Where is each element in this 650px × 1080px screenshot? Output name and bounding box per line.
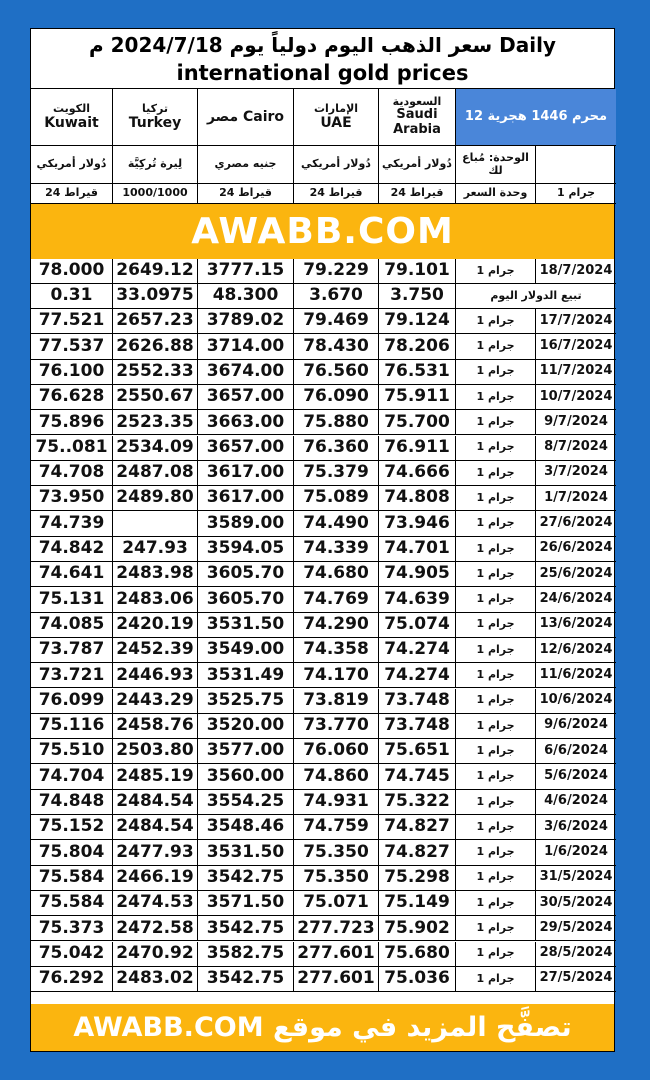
row-egypt-cell: 3714.00 [198,334,294,359]
row-saudi-cell: 74.808 [379,486,456,511]
row-saudi-cell: 75.902 [379,916,456,941]
row-uae-cell: 74.290 [294,613,379,638]
row-gram-cell: 1 جرام [456,790,536,815]
row-kuwait-cell: 75.152 [31,815,113,840]
row-uae-cell: 74.769 [294,587,379,612]
row-gram-cell: 1 جرام [456,259,536,284]
row-saudi-cell: 73.748 [379,714,456,739]
row-kuwait-cell: 77.521 [31,309,113,334]
row-gram-cell: 1 جرام [456,714,536,739]
row-date-cell: 6/6/2024 [536,739,616,764]
hijri-date: 12 محرم 1446 هجرية [456,89,616,146]
gram-label: 1 جرام [536,184,616,204]
row-egypt-cell: 3663.00 [198,410,294,435]
row-egypt-cell: 3617.00 [198,461,294,486]
row-egypt-cell: 3531.50 [198,613,294,638]
row-kuwait-cell: 75.042 [31,942,113,967]
row-egypt-cell: 3577.00 [198,739,294,764]
row-date-cell: 8/7/2024 [536,436,616,461]
unit-kuwait: دُولار أمريكي [31,146,113,184]
row-date-cell: 10/6/2024 [536,689,616,714]
row-gram-cell: 1 جرام [456,562,536,587]
row-egypt-cell: 3525.75 [198,689,294,714]
row-saudi-cell: 75.036 [379,967,456,992]
row-egypt-cell: 3589.00 [198,511,294,536]
dollar-saudi: 3.750 [379,284,456,309]
row-turkey-cell: 2470.92 [113,942,198,967]
row-kuwait-cell: 75.804 [31,840,113,865]
row-uae-cell: 73.770 [294,714,379,739]
row-gram-cell: 1 جرام [456,942,536,967]
row-kuwait-cell: 75.510 [31,739,113,764]
row-uae-cell: 78.430 [294,334,379,359]
row-egypt-cell: 3531.50 [198,840,294,865]
row-saudi-cell: 76.911 [379,436,456,461]
title-line-2: international gold prices [176,61,469,85]
row-date-cell: 18/7/2024 [536,259,616,284]
row-turkey-cell: 2474.53 [113,891,198,916]
row-saudi-cell: 75.651 [379,739,456,764]
row-gram-cell: 1 جرام [456,739,536,764]
row-saudi-cell: 75.700 [379,410,456,435]
row-turkey-cell: 2483.02 [113,967,198,992]
row-saudi-cell: 76.531 [379,360,456,385]
row-uae-cell: 75.880 [294,410,379,435]
row-saudi-cell: 75.298 [379,866,456,891]
unit-turkey: لِيرة تُركِيَّة [113,146,198,184]
dollar-uae: 3.670 [294,284,379,309]
row-turkey-cell: 2534.09 [113,436,198,461]
row-saudi-cell: 74.827 [379,815,456,840]
row-kuwait-cell: 73.787 [31,638,113,663]
dollar-turkey: 33.0975 [113,284,198,309]
unit-empty [536,146,616,184]
row-turkey-cell: 2649.12 [113,259,198,284]
row-date-cell: 27/6/2024 [536,511,616,536]
dollar-egypt: 48.300 [198,284,294,309]
row-kuwait-cell: 74.085 [31,613,113,638]
karat-turkey: 1000/1000 [113,184,198,204]
row-saudi-cell: 79.124 [379,309,456,334]
header-kuwait-ar: الكويت [53,101,90,115]
row-date-cell: 3/7/2024 [536,461,616,486]
row-date-cell: 3/6/2024 [536,815,616,840]
row-turkey-cell: 2523.35 [113,410,198,435]
row-uae-cell: 74.358 [294,638,379,663]
row-turkey-cell: 2626.88 [113,334,198,359]
row-kuwait-cell: 75.116 [31,714,113,739]
row-turkey-cell: 2487.08 [113,461,198,486]
row-saudi-cell: 79.101 [379,259,456,284]
row-turkey-cell: 2503.80 [113,739,198,764]
row-turkey-cell: 2550.67 [113,385,198,410]
row-kuwait-cell: 75.584 [31,891,113,916]
row-kuwait-cell: 75.373 [31,916,113,941]
row-turkey-cell: 247.93 [113,537,198,562]
unit-uae: دُولار أمريكي [294,146,379,184]
row-turkey-cell: 2657.23 [113,309,198,334]
row-gram-cell: 1 جرام [456,360,536,385]
row-saudi-cell: 74.639 [379,587,456,612]
row-egypt-cell: 3548.46 [198,815,294,840]
row-turkey-cell: 2472.58 [113,916,198,941]
row-turkey-cell [113,511,198,536]
row-date-cell: 29/5/2024 [536,916,616,941]
row-uae-cell: 75.379 [294,461,379,486]
row-egypt-cell: 3560.00 [198,764,294,789]
row-date-cell: 4/6/2024 [536,790,616,815]
row-turkey-cell: 2477.93 [113,840,198,865]
row-egypt-cell: 3789.02 [198,309,294,334]
dollar-row-label: تبيع الدولار اليوم [456,284,616,309]
row-uae-cell: 76.360 [294,436,379,461]
row-saudi-cell: 78.206 [379,334,456,359]
row-kuwait-cell: 78.000 [31,259,113,284]
row-uae-cell: 75.350 [294,866,379,891]
row-kuwait-cell: 76.100 [31,360,113,385]
row-saudi-cell: 73.748 [379,689,456,714]
price-card [30,28,615,1052]
row-uae-cell: 76.090 [294,385,379,410]
row-saudi-cell: 74.274 [379,663,456,688]
header-uae [294,89,379,146]
row-kuwait-cell: 75.896 [31,410,113,435]
row-egypt-cell: 3542.75 [198,866,294,891]
row-turkey-cell: 2485.19 [113,764,198,789]
row-turkey-cell: 2443.29 [113,689,198,714]
row-kuwait-cell: 73.950 [31,486,113,511]
row-uae-cell: 277.601 [294,942,379,967]
row-saudi-cell: 73.946 [379,511,456,536]
row-gram-cell: 1 جرام [456,689,536,714]
row-egypt-cell: 3520.00 [198,714,294,739]
row-egypt-cell: 3657.00 [198,385,294,410]
row-gram-cell: 1 جرام [456,613,536,638]
row-egypt-cell: 3605.70 [198,562,294,587]
row-gram-cell: 1 جرام [456,840,536,865]
row-date-cell: 27/5/2024 [536,967,616,992]
row-egypt-cell: 3582.75 [198,942,294,967]
row-saudi-cell: 74.701 [379,537,456,562]
price-unit-label: وحدة السعر [456,184,536,204]
row-uae-cell: 277.601 [294,967,379,992]
row-date-cell: 24/6/2024 [536,587,616,612]
row-saudi-cell: 74.827 [379,840,456,865]
title-line-1: سعر الذهب اليوم دولياً يوم 2024/7/18 م Daily [89,33,556,57]
row-saudi-cell: 75.680 [379,942,456,967]
row-date-cell: 1/7/2024 [536,486,616,511]
row-saudi-cell: 75.911 [379,385,456,410]
row-uae-cell: 73.819 [294,689,379,714]
row-date-cell: 11/6/2024 [536,663,616,688]
row-saudi-cell: 75.074 [379,613,456,638]
row-turkey-cell: 2483.06 [113,587,198,612]
row-kuwait-cell: 74.842 [31,537,113,562]
row-uae-cell: 79.469 [294,309,379,334]
row-saudi-cell: 74.745 [379,764,456,789]
row-egypt-cell: 3657.00 [198,436,294,461]
row-date-cell: 9/7/2024 [536,410,616,435]
row-kuwait-cell: 76.292 [31,967,113,992]
top-banner[interactable]: AWABB.COM [31,204,614,259]
row-egypt-cell: 3554.25 [198,790,294,815]
row-egypt-cell: 3571.50 [198,891,294,916]
row-date-cell: 11/7/2024 [536,360,616,385]
row-date-cell: 25/6/2024 [536,562,616,587]
header-egypt: مصر Cairo [198,89,294,146]
row-kuwait-cell: 75..081 [31,436,113,461]
header-uae-en: UAE [320,115,352,132]
row-date-cell: 13/6/2024 [536,613,616,638]
row-gram-cell: 1 جرام [456,967,536,992]
row-egypt-cell: 3542.75 [198,967,294,992]
row-gram-cell: 1 جرام [456,891,536,916]
row-kuwait-cell: 74.641 [31,562,113,587]
row-kuwait-cell: 75.584 [31,866,113,891]
row-uae-cell: 75.089 [294,486,379,511]
row-gram-cell: 1 جرام [456,916,536,941]
row-date-cell: 10/7/2024 [536,385,616,410]
row-gram-cell: 1 جرام [456,461,536,486]
unit-label: الوحدة: مُباع لك [456,146,536,184]
row-turkey-cell: 2452.39 [113,638,198,663]
row-gram-cell: 1 جرام [456,410,536,435]
row-uae-cell: 277.723 [294,916,379,941]
row-uae-cell: 74.860 [294,764,379,789]
row-turkey-cell: 2489.80 [113,486,198,511]
row-kuwait-cell: 74.708 [31,461,113,486]
row-kuwait-cell: 74.739 [31,511,113,536]
row-kuwait-cell: 74.848 [31,790,113,815]
row-turkey-cell: 2420.19 [113,613,198,638]
row-gram-cell: 1 جرام [456,663,536,688]
row-date-cell: 9/6/2024 [536,714,616,739]
row-uae-cell: 74.490 [294,511,379,536]
header-uae-ar: الإمارات [313,101,359,115]
row-date-cell: 17/7/2024 [536,309,616,334]
header-saudi [379,89,456,146]
row-turkey-cell: 2552.33 [113,360,198,385]
row-kuwait-cell: 75.131 [31,587,113,612]
row-egypt-cell: 3549.00 [198,638,294,663]
row-egypt-cell: 3777.15 [198,259,294,284]
row-date-cell: 5/6/2024 [536,764,616,789]
row-gram-cell: 1 جرام [456,511,536,536]
row-egypt-cell: 3542.75 [198,916,294,941]
row-saudi-cell: 74.666 [379,461,456,486]
row-uae-cell: 76.060 [294,739,379,764]
row-uae-cell: 74.759 [294,815,379,840]
page-title [31,29,614,89]
header-saudi-ar: السعودية [392,94,442,108]
row-uae-cell: 75.350 [294,840,379,865]
row-uae-cell: 74.170 [294,663,379,688]
row-turkey-cell: 2466.19 [113,866,198,891]
row-kuwait-cell: 76.628 [31,385,113,410]
karat-egypt: 24 قيراط [198,184,294,204]
row-turkey-cell: 2484.54 [113,815,198,840]
row-date-cell: 31/5/2024 [536,866,616,891]
row-uae-cell: 76.560 [294,360,379,385]
header-kuwait [31,89,113,146]
header-turkey-en: Turkey [128,115,182,132]
dollar-kuwait: 0.31 [31,284,113,309]
row-date-cell: 30/5/2024 [536,891,616,916]
row-egypt-cell: 3531.49 [198,663,294,688]
row-turkey-cell: 2446.93 [113,663,198,688]
row-kuwait-cell: 76.099 [31,689,113,714]
row-egypt-cell: 3617.00 [198,486,294,511]
row-kuwait-cell: 77.537 [31,334,113,359]
row-gram-cell: 1 جرام [456,764,536,789]
header-saudi-en: Saudi Arabia [393,107,441,138]
row-saudi-cell: 74.274 [379,638,456,663]
row-egypt-cell: 3674.00 [198,360,294,385]
bottom-banner[interactable]: AWABB.COM تصفَّح المزيد في موقع [31,1004,614,1051]
row-gram-cell: 1 جرام [456,815,536,840]
row-gram-cell: 1 جرام [456,866,536,891]
row-uae-cell: 74.680 [294,562,379,587]
row-date-cell: 28/5/2024 [536,942,616,967]
header-turkey-ar: تركيا [142,101,168,115]
row-egypt-cell: 3605.70 [198,587,294,612]
row-saudi-cell: 74.905 [379,562,456,587]
row-turkey-cell: 2484.54 [113,790,198,815]
row-kuwait-cell: 74.704 [31,764,113,789]
row-uae-cell: 74.931 [294,790,379,815]
karat-kuwait: 24 قيراط [31,184,113,204]
row-saudi-cell: 75.149 [379,891,456,916]
row-uae-cell: 79.229 [294,259,379,284]
row-gram-cell: 1 جرام [456,334,536,359]
row-turkey-cell: 2458.76 [113,714,198,739]
row-kuwait-cell: 73.721 [31,663,113,688]
row-date-cell: 12/6/2024 [536,638,616,663]
row-gram-cell: 1 جرام [456,587,536,612]
row-uae-cell: 74.339 [294,537,379,562]
row-uae-cell: 75.071 [294,891,379,916]
row-turkey-cell: 2483.98 [113,562,198,587]
row-gram-cell: 1 جرام [456,385,536,410]
unit-egypt: جنيه مصري [198,146,294,184]
row-gram-cell: 1 جرام [456,309,536,334]
row-gram-cell: 1 جرام [456,486,536,511]
row-saudi-cell: 75.322 [379,790,456,815]
karat-uae: 24 قيراط [294,184,379,204]
row-date-cell: 1/6/2024 [536,840,616,865]
row-date-cell: 26/6/2024 [536,537,616,562]
row-date-cell: 16/7/2024 [536,334,616,359]
row-gram-cell: 1 جرام [456,436,536,461]
row-gram-cell: 1 جرام [456,638,536,663]
header-turkey [113,89,198,146]
header-kuwait-en: Kuwait [44,115,99,132]
unit-saudi: دُولار أمريكي [379,146,456,184]
row-gram-cell: 1 جرام [456,537,536,562]
karat-saudi: 24 قيراط [379,184,456,204]
row-egypt-cell: 3594.05 [198,537,294,562]
